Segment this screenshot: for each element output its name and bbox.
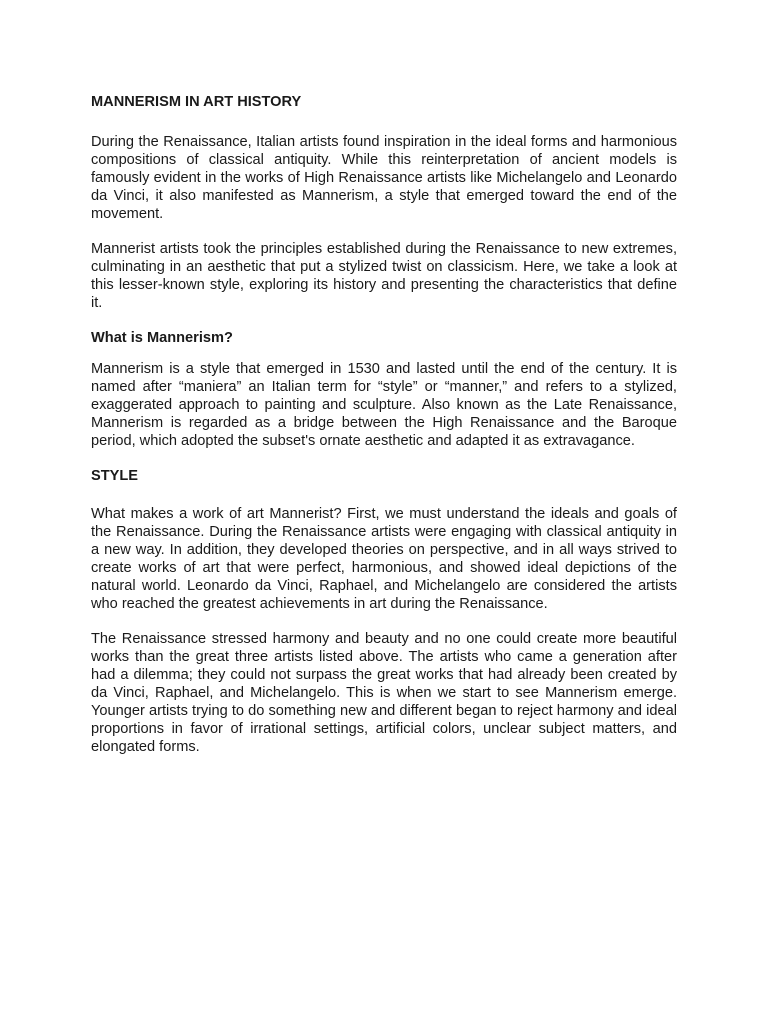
document-page [91,93,677,756]
document-title: MANNERISM IN ART HISTORY [91,94,302,110]
intro-paragraph-2: Mannerist artists took the principles established during the Renaissance to new extremes, culminating in an aesthetic that put a stylized twist on classicism. Here, we take a look at this lesser-known style, exploring its history and presenting the characteristics that define it. [91,241,677,311]
section-heading-style: STYLE [91,468,139,484]
style-paragraph-1: What makes a work of art Mannerist? First, we must understand the ideals and goals of the Renaissance. During the Renaissance artists were engaging with classical antiquity in a new way. In addition, they developed theories on perspective, and in all ways strived to create works of art that were perfect, harmonious, and showed ideal depictions of the natural world. Leonardo da Vinci, Raphael, and Michelangelo are considered the artists who reached the greatest achievements in art during the Renaissance. [91,506,677,612]
section-heading-what-is-mannerism: What is Mannerism? [91,330,233,346]
style-paragraph-2: The Renaissance stressed harmony and beauty and no one could create more beautiful works than the great three artists listed above. The artists who came a generation after had a dilemma; they could not surpass the great works that had already been created by da Vinci, Raphael, and Michelangelo. This is when we start to see Mannerism emerge. Younger artists trying to do something new and different began to reject harmony and ideal proportions in favor of irrational settings, artificial colors, unclear subject matters, and elongated forms. [91,631,677,755]
intro-paragraph-1: During the Renaissance, Italian artists found inspiration in the ideal forms and harmonious compositions of classical antiquity. While this reinterpretation of ancient models is famously evident in the works of High Renaissance artists like Michelangelo and Leonardo da Vinci, it also manifested as Mannerism, a style that emerged toward the end of the movement. [91,134,677,222]
what-is-paragraph: Mannerism is a style that emerged in 1530 and lasted until the end of the century. It is named after “maniera” an Italian term for “style” or “manner,” and refers to a stylized, exaggerated approach to painting and sculpture. Also known as the Late Renaissance, Mannerism is regarded as a bridge between the High Renaissance and the Baroque period, which adopted the subset's ornate aesthetic and adapted it as extravagance. [91,361,677,449]
